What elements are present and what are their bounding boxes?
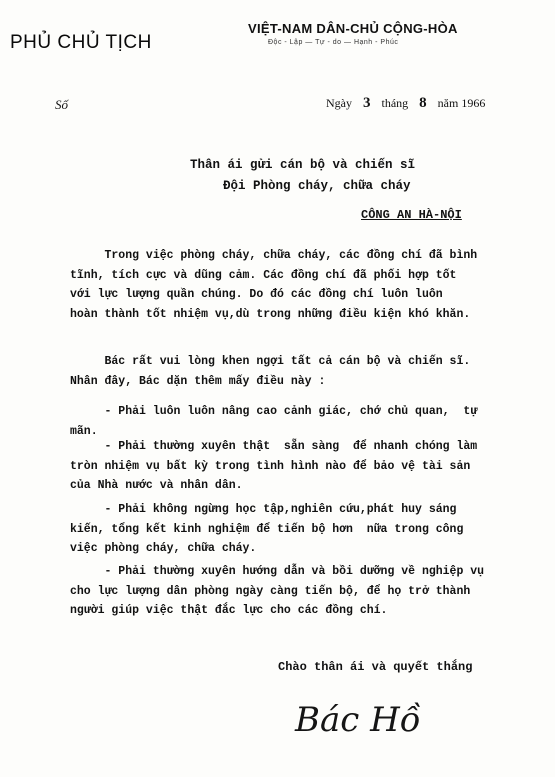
text-line: tĩnh, tích cực và dũng cảm. Các đồng chí đã phối hợp tốt bbox=[70, 268, 457, 282]
text-line: kiến, tổng kết kinh nghiệm để tiến bộ hơn nữa trong công bbox=[70, 522, 464, 536]
text-line: mãn. bbox=[70, 424, 98, 438]
instruction-readiness bbox=[70, 437, 477, 496]
paragraph-commendation bbox=[70, 352, 470, 391]
paragraph-praise bbox=[70, 246, 477, 324]
text-line: cho lực lượng dân phòng ngày càng tiến bộ, để họ trở thành bbox=[70, 584, 471, 598]
text-line: tròn nhiệm vụ bất kỳ trong tình hình nào để bảo vệ tài sản bbox=[70, 459, 471, 473]
text-line: Trong việc phòng cháy, chữa cháy, các đồng chí đã bình bbox=[70, 249, 478, 262]
date-month-label: tháng bbox=[381, 96, 409, 110]
country-heading: VIỆT-NAM DÂN-CHỦ CỘNG-HÒA bbox=[248, 21, 458, 36]
instruction-vigilance bbox=[70, 402, 477, 441]
text-line: Bác rất vui lòng khen ngợi tất cả cán bộ và chiến sĩ. bbox=[70, 355, 471, 368]
text-line: việc phòng cháy, chữa cháy. bbox=[70, 542, 257, 555]
office-heading: PHỦ CHỦ TỊCH bbox=[10, 32, 152, 53]
letter-date bbox=[326, 95, 485, 112]
text-line: người giúp việc thật đắc lực cho các đồng chí. bbox=[70, 604, 388, 617]
reference-number-label: Số bbox=[55, 97, 68, 112]
greeting-line-1: Thân ái gửi cán bộ và chiến sĩ bbox=[190, 158, 416, 172]
text-line: - Phải thường xuyên hướng dẫn và bồi dưỡng về nghiệp vụ bbox=[70, 565, 485, 578]
closing-salutation: Chào thân ái và quyết thắng bbox=[278, 660, 473, 674]
date-day: 3 bbox=[363, 95, 371, 111]
motto-line: Độc - Lập — Tự - do — Hạnh - Phúc bbox=[268, 39, 399, 46]
text-line: với lực lượng quần chúng. Do đó các đồng chí luôn luôn bbox=[70, 288, 443, 301]
text-line: - Phải luôn luôn nâng cao cảnh giác, chớ chủ quan, tự bbox=[70, 405, 478, 418]
date-year: 1966 bbox=[461, 96, 486, 110]
date-month: 8 bbox=[419, 95, 427, 111]
handwritten-signature: Bác Hồ bbox=[295, 700, 421, 740]
text-line: - Phải không ngừng học tập,nghiên cứu,phát huy sáng bbox=[70, 503, 457, 516]
instruction-guidance bbox=[70, 562, 484, 621]
date-year-label: năm bbox=[437, 96, 459, 110]
greeting-line-2: Đội Phòng cháy, chữa cháy bbox=[223, 179, 411, 193]
text-line: hoàn thành tốt nhiệm vụ,dù trong những điều kiện khó khăn. bbox=[70, 307, 471, 321]
date-prefix: Ngày bbox=[326, 96, 352, 110]
text-line: - Phải thường xuyên thật sẵn sàng để nhanh chóng làm bbox=[70, 440, 478, 453]
text-line: Nhân đây, Bác dặn thêm mấy điều này : bbox=[70, 374, 326, 388]
text-line: của Nhà nước và nhân dân. bbox=[70, 479, 243, 492]
recipient-unit: CÔNG AN HÀ-NỘI bbox=[361, 208, 462, 222]
instruction-study bbox=[70, 500, 463, 559]
